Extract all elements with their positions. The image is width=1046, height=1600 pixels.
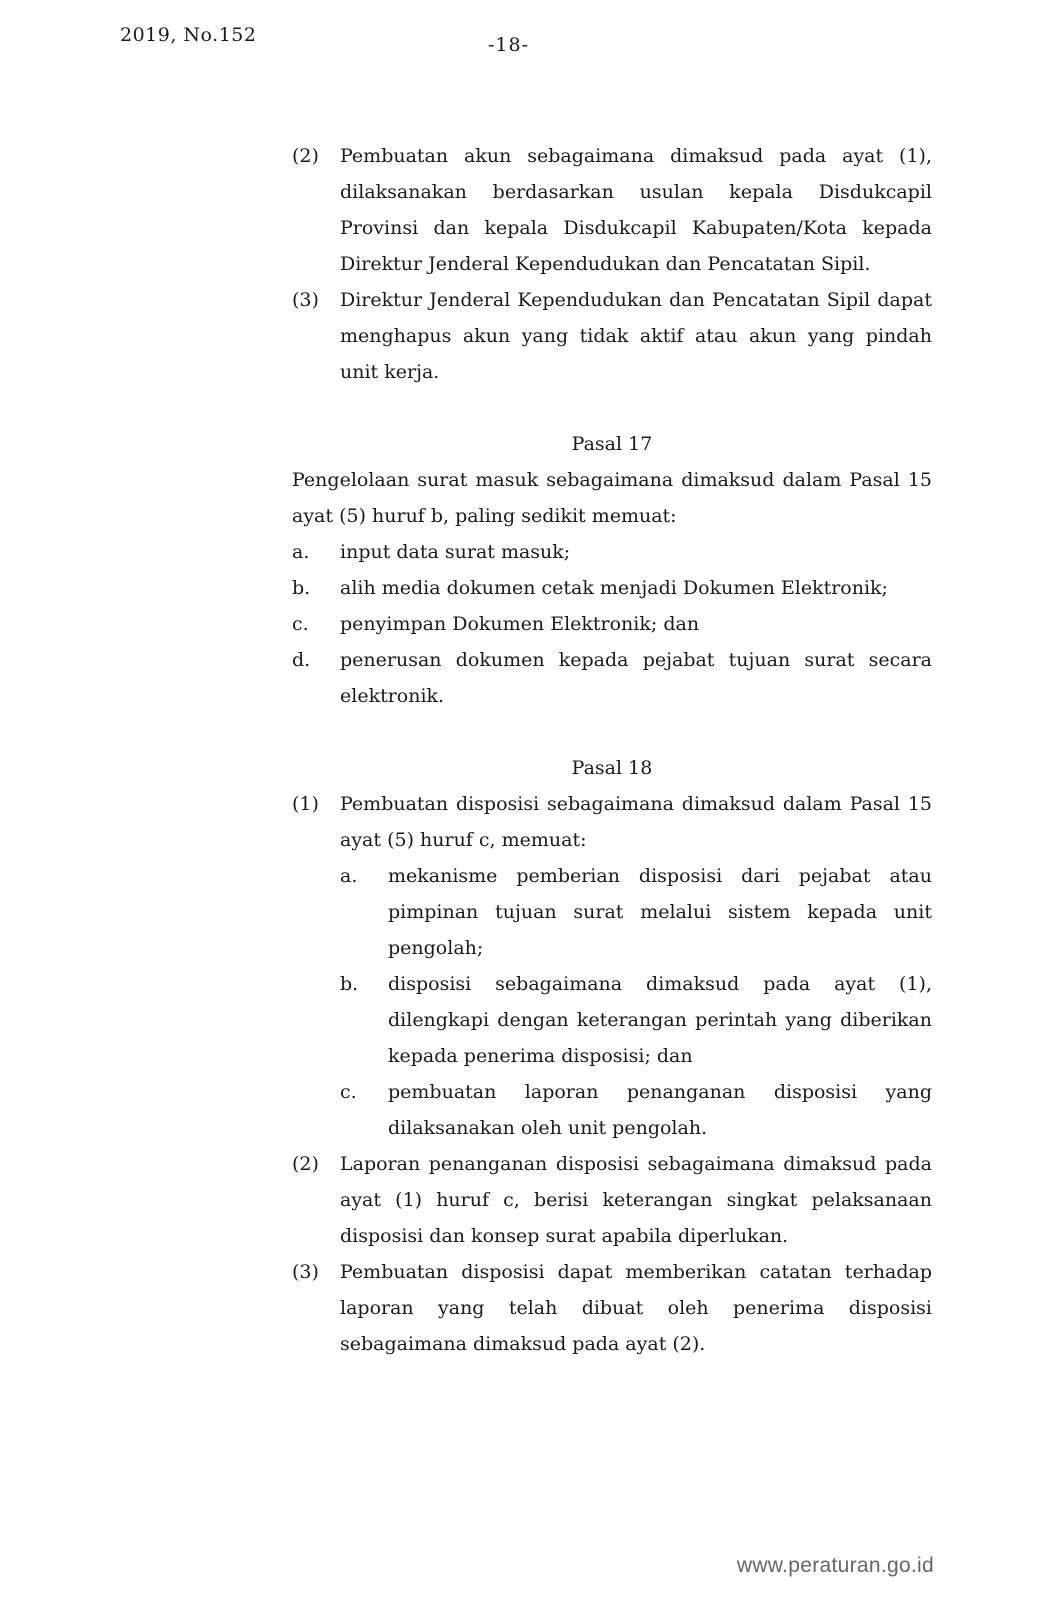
pasal-18-title: Pasal 18 [571,757,653,779]
list-text: penyimpan Dokumen Elektronik; dan [340,613,700,635]
page-number: -18- [488,34,530,56]
document-number: 2019, No.152 [120,24,257,46]
sub-letter: b. [340,973,359,995]
ayat-item [292,138,932,282]
ayat-number: (2) [292,145,319,167]
list-letter: d. [292,649,311,671]
list-text: penerusan dokumen kepada pejabat tujuan surat secara elektronik. [340,649,932,707]
ayat-number: (3) [292,289,319,311]
ayat-number: (2) [292,1153,319,1175]
sub-item [340,858,932,966]
ayat-item [292,786,932,1146]
list-letter: b. [292,577,311,599]
ayat-number: (3) [292,1261,319,1283]
list-text: alih media dokumen cetak menjadi Dokumen Elektronik; [340,577,888,599]
list-item [292,534,932,570]
footer-url: www.peraturan.go.id [736,1554,934,1577]
list-letter: c. [292,613,309,635]
sub-item [340,1074,932,1146]
list-text: input data surat masuk; [340,541,571,563]
list-item [292,642,932,714]
sub-text: pembuatan laporan penanganan disposisi yang dilaksanakan oleh unit pengolah. [388,1081,932,1139]
sub-letter: a. [340,865,358,887]
ayat-text: Pembuatan akun sebagaimana dimaksud pada ayat (1), dilaksanakan berdasarkan usulan kepala Disdukcapil Provinsi dan kepala Disdukcapil Kabupaten/Kota kepada Direktur Jenderal Kependudukan dan Pencatatan Sipil. [340,145,932,275]
list-letter: a. [292,541,310,563]
ayat-number: (1) [292,793,319,815]
list-item [292,570,932,606]
ayat-item [292,1146,932,1254]
ayat-item [292,282,932,390]
sub-letter: c. [340,1081,357,1103]
ayat-item [292,1254,932,1362]
list-item [292,606,932,642]
ayat-text: Direktur Jenderal Kependudukan dan Pencatatan Sipil dapat menghapus akun yang tidak aktif atau akun yang pindah unit kerja. [340,289,932,383]
document-body [292,138,932,1362]
ayat-content [340,786,932,1146]
sub-text: mekanisme pemberian disposisi dari pejabat atau pimpinan tujuan surat melalui sistem kepada unit pengolah; [388,865,932,959]
pasal-17-title: Pasal 17 [571,433,653,455]
ayat-text: Pembuatan disposisi dapat memberikan catatan terhadap laporan yang telah dibuat oleh penerima disposisi sebagaimana dimaksud pada ayat (2). [340,1261,932,1355]
pasal-17-intro: Pengelolaan surat masuk sebagaimana dimaksud dalam Pasal 15 ayat (5) huruf b, paling sedikit memuat: [292,469,932,527]
sub-item [340,966,932,1074]
ayat-text: Laporan penanganan disposisi sebagaimana dimaksud pada ayat (1) huruf c, berisi keterangan singkat pelaksanaan disposisi dan konsep surat apabila diperlukan. [340,1153,932,1247]
sub-text: disposisi sebagaimana dimaksud pada ayat (1), dilengkapi dengan keterangan perintah yang diberikan kepada penerima disposisi; dan [388,973,932,1067]
ayat-text: Pembuatan disposisi sebagaimana dimaksud dalam Pasal 15 ayat (5) huruf c, memuat: [340,793,932,851]
